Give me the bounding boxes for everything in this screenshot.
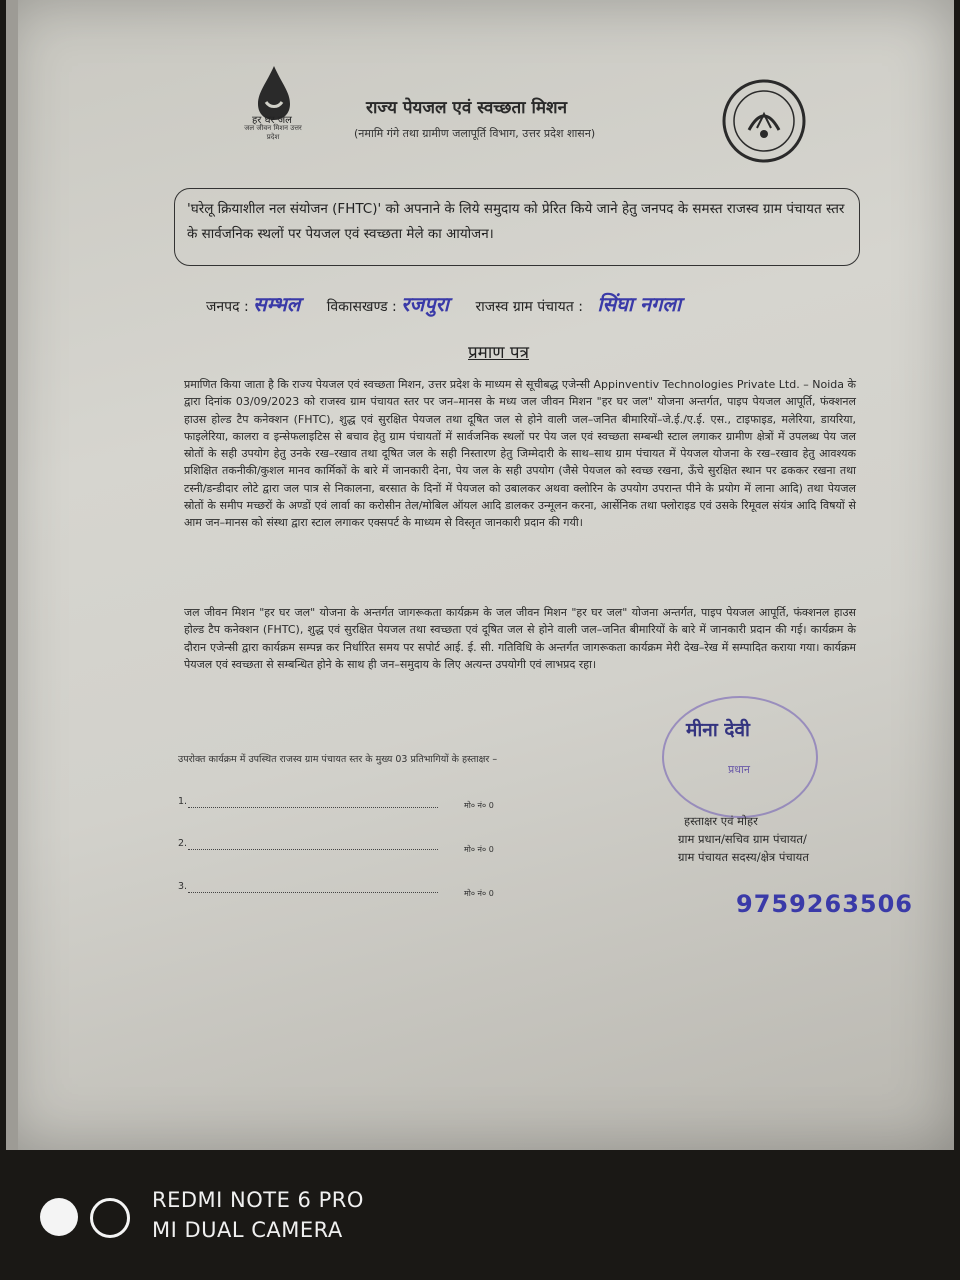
paper-edge bbox=[6, 0, 18, 1150]
district-value: सम्भल bbox=[253, 292, 301, 316]
panchayat-label: राजस्व ग्राम पंचायत : bbox=[475, 299, 583, 315]
certificate-paragraph-2: जल जीवन मिशन "हर घर जल" योजना के अन्तर्गत जागरूकता कार्यक्रम के जल जीवन मिशन "हर घर जल" योजना अन्तर्गत, पाइप पेयजल आपूर्ति, फंक्शनल हाउस होल्ड टैप कनेक्शन (FHTC), शुद्ध एवं सुरक्षित पेयजल तथा स्वच्छता एवं दूषित जल से होने वाली जल–जनित बीमारियों के बारे में जानकारी प्रदान की गई। कार्यक्रम के दौरान एजेन्सी द्वारा कार्यक्रम सम्पन्न कर निर्धारित समय पर सपोर्ट आई. ई. सी. गतिविधि के अन्तर्गत जागरूकता कार्यक्रम मेरी देख–रेख में सम्पादित कराया गया। कार्यक्रम पेयजल एवं स्वच्छता से सम्बन्धित होने के साथ ही जन–समुदाय के लिए अत्यन्त उपयोगी एवं लाभप्रद रहा। bbox=[184, 606, 856, 671]
signature-line-3: ग्राम पंचायत सदस्य/क्षेत्र पंचायत bbox=[678, 850, 809, 864]
certificate-title: प्रमाण पत्र bbox=[468, 343, 529, 363]
stamp-title: प्रधान bbox=[728, 763, 750, 776]
header-subtitle: (नमामि गंगे तथा ग्रामीण जलापूर्ति विभाग, उत्तर प्रदेश शासन) bbox=[354, 127, 596, 140]
participant-2-number: 2. bbox=[178, 838, 188, 849]
logo-left-subtext: जल जीवन मिशन उत्तर प्रदेश bbox=[244, 124, 302, 141]
block-value: रजपुरा bbox=[401, 292, 449, 316]
document-sheet bbox=[6, 0, 954, 1150]
panchayat-value: सिंघा नगला bbox=[597, 292, 682, 316]
watermark-dot-filled bbox=[40, 1198, 78, 1236]
signature-line-1: हस्ताक्षर एवं मोहर bbox=[684, 814, 758, 828]
participant-3-signature-line bbox=[188, 891, 438, 893]
handwritten-phone-number: 9759263506 bbox=[736, 890, 913, 918]
participant-2-phone-hint: मो० नं० 0 bbox=[464, 845, 494, 854]
camera-watermark-line-2: MI DUAL CAMERA bbox=[152, 1218, 343, 1242]
block-label: विकासखण्ड : bbox=[326, 299, 397, 315]
watermark-dot-outline bbox=[90, 1198, 130, 1238]
header-title: राज्य पेयजल एवं स्वच्छता मिशन bbox=[366, 98, 568, 118]
signature-block bbox=[678, 812, 809, 866]
participant-1-signature-line bbox=[188, 806, 438, 808]
pradhan-signature: मीना देवी bbox=[686, 719, 750, 741]
participant-3-number: 3. bbox=[178, 881, 188, 892]
certificate-paragraph-1: प्रमाणित किया जाता है कि राज्य पेयजल एवं स्वच्छता मिशन, उत्तर प्रदेश के माध्यम से सूचीबद्ध एजेन्सी Appinventiv Technologies Private Ltd. – Noida के द्वारा दिनांक 03/09/2023 को राजस्व ग्राम पंचायत स्तर पर जन–मानस के मध्य जल जीवन मिशन "हर घर जल" योजना अन्तर्गत, पाइप पेयजल आपूर्ति, फंक्शनल हाउस होल्ड टैप कनेक्शन (FHTC), शुद्ध एवं सुरक्षित पेयजल तथा दूषित जल से होने वाली जल–जनित बीमारियों–जे.ई./ए.ई. एस., टाइफाइड, मलेरिया, डायरिया, फाइलेरिया, कालरा व इन्सेफलाइटिस से बचाव हेतु ग्राम पंचायतों में सार्वजनिक स्थलों पर पेय जल एवं स्वच्छता सम्बन्धी स्टाल लगाकर ग्रामीण क्षेत्रों में उपलब्ध पेय जल स्रोतों के सही उपयोग हेतु उनके रख–रखाव तथा दूषित जल के सही निस्तारण हेतु जिम्मेदारी के साथ–साथ ग्राम पंचायत में पेयजल योजना के रख–रखाव हेतु आवश्यक प्रशिक्षित तकनीकी/कुशल मानव कार्मिकों के बारे में जानकारी देना, पेय जल के सही उपयोग (जैसे पेयजल को स्वच्छ रखना, ऊँचे सुरक्षित स्थान पर ढककर रखना तथा टस्नी/डन्डीदार लोटे द्वारा जल पात्र से निकालना, बरसात के दिनों में पेयजल को उबालकर अथवा क्लोरिन के उपयोग उपरान्त पीने के प्रयोग में लाना आदि) तथा पेयजल स्रोतों के समीप मच्छरों के अण्डों एवं लार्वा का करोसीन तेल/मोबिल ऑयल आदि डालकर उन्मूलन करना, आर्सेनिक तथा फ्लोराइड एवं उसके रिमूवल संयंत्र आदि विषयों से आम जन–मानस को संस्था द्वारा स्टाल लगाकर एक्सपर्ट के माध्यम से विस्तृत जानकारी प्रदान की गयी। bbox=[184, 378, 856, 530]
location-fields bbox=[206, 290, 681, 317]
participant-1-number: 1. bbox=[178, 796, 188, 807]
logo-left-text: हर घर जल bbox=[252, 115, 292, 126]
participants-label: उपरोक्त कार्यक्रम में उपस्थित राजस्व ग्राम पंचायत स्तर के मुख्य 03 प्रतिभागियों के हस्ताक्षर – bbox=[178, 754, 498, 765]
signature-line-2: ग्राम प्रधान/सचिव ग्राम पंचायत/ bbox=[678, 832, 807, 846]
district-label: जनपद : bbox=[206, 299, 249, 315]
participant-1-phone-hint: मो० नं० 0 bbox=[464, 801, 494, 810]
pradhan-stamp bbox=[662, 696, 818, 818]
event-title-box bbox=[174, 188, 860, 266]
participant-3-phone-hint: मो० नं० 0 bbox=[464, 889, 494, 898]
camera-watermark bbox=[152, 1185, 364, 1245]
up-government-emblem-icon bbox=[721, 78, 807, 164]
participant-2-signature-line bbox=[188, 848, 438, 850]
camera-watermark-line-1: REDMI NOTE 6 PRO bbox=[152, 1188, 364, 1212]
event-title-text: 'घरेलू क्रियाशील नल संयोजन (FHTC)' को अपनाने के लिये समुदाय को प्रेरित किये जाने हेतु जनपद के समस्त राजस्व ग्राम पंचायत स्तर के सार्वजनिक स्थलों पर पेयजल एवं स्वच्छता मेले का आयोजन। bbox=[187, 201, 845, 242]
